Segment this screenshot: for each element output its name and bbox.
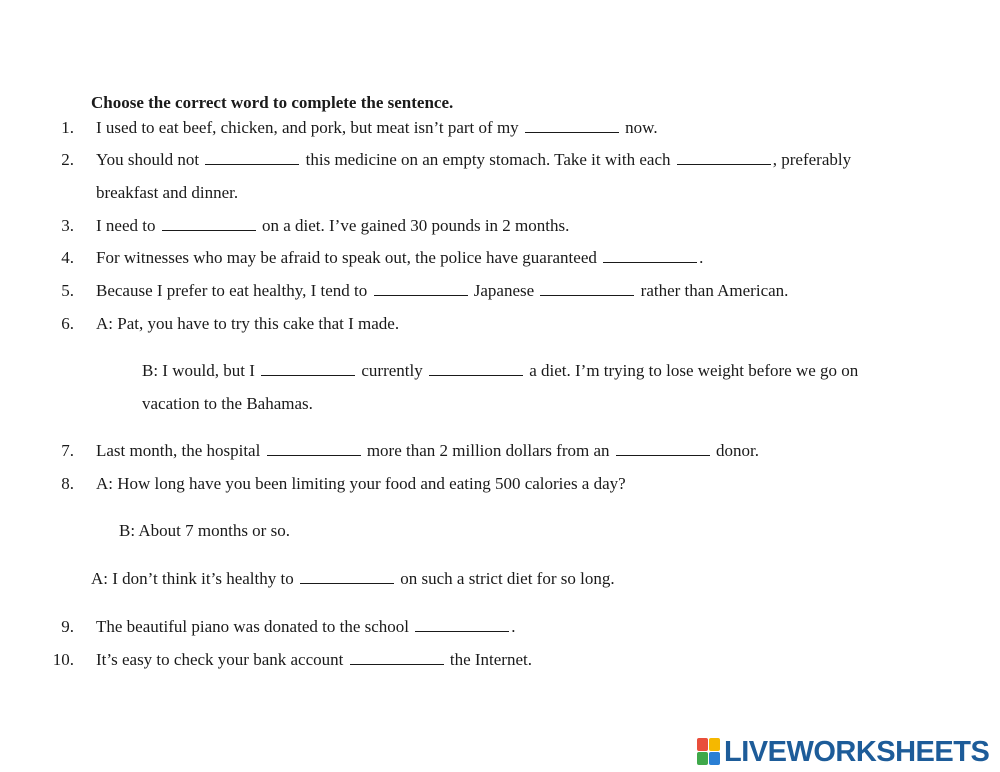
question-text: breakfast and dinner. <box>96 183 239 202</box>
question-7 <box>96 441 759 461</box>
question-text: Last month, the hospital <box>96 441 261 460</box>
question-text: now. <box>625 118 658 137</box>
answer-blank[interactable] <box>374 281 468 296</box>
question-number: 10. <box>52 650 74 669</box>
question-4 <box>96 248 703 268</box>
question-text: I need to <box>96 216 156 235</box>
answer-blank[interactable] <box>603 248 697 263</box>
question-number: 7. <box>61 441 74 460</box>
question-text: this medicine on an empty stomach. Take it with each <box>305 150 671 169</box>
question-text: B: I would, but I <box>142 361 255 380</box>
question-9 <box>96 617 516 637</box>
answer-blank[interactable] <box>429 361 523 376</box>
answer-blank[interactable] <box>350 650 444 665</box>
question-number: 5. <box>61 281 74 300</box>
answer-blank[interactable] <box>162 216 256 231</box>
question-8-followup <box>91 569 615 589</box>
question-text: Because I prefer to eat healthy, I tend to <box>96 281 368 300</box>
question-text: You should not <box>96 150 200 169</box>
answer-blank[interactable] <box>677 150 771 165</box>
question-number: 8. <box>61 474 74 493</box>
question-text: I used to eat beef, chicken, and pork, but meat isn’t part of my <box>96 118 519 137</box>
question-text: . <box>511 617 516 636</box>
question-text: , preferably <box>772 150 852 169</box>
question-number: 6. <box>61 314 74 333</box>
question-number: 1. <box>61 118 74 137</box>
answer-blank[interactable] <box>525 118 619 133</box>
question-2 <box>96 150 851 170</box>
question-text: A: How long have you been limiting your food and eating 500 calories a day? <box>96 474 626 493</box>
answer-blank[interactable] <box>267 441 361 456</box>
question-number: 2. <box>61 150 74 169</box>
question-text: rather than American. <box>640 281 789 300</box>
answer-blank[interactable] <box>616 441 710 456</box>
question-text: on a diet. I’ve gained 30 pounds in 2 months. <box>261 216 570 235</box>
question-text: the Internet. <box>449 650 532 669</box>
question-3 <box>96 216 569 236</box>
question-1 <box>96 118 658 138</box>
answer-blank[interactable] <box>261 361 355 376</box>
instructions: Choose the correct word to complete the sentence. <box>91 93 454 112</box>
question-text: B: About 7 months or so. <box>119 521 290 540</box>
question-text: vacation to the Bahamas. <box>142 394 313 413</box>
question-text: A: Pat, you have to try this cake that I made. <box>96 314 400 333</box>
question-text: Japanese <box>473 281 535 300</box>
question-number: 3. <box>61 216 74 235</box>
question-text: It’s easy to check your bank account <box>96 650 344 669</box>
question-text: donor. <box>716 441 759 460</box>
answer-blank[interactable] <box>540 281 634 296</box>
brand-name: LIVEWORKSHEETS <box>724 735 990 768</box>
logo-blocks-icon <box>697 738 721 766</box>
question-text: A: I don’t think it’s healthy to <box>91 569 294 588</box>
question-text: more than 2 million dollars from an <box>366 441 610 460</box>
question-10 <box>96 650 532 670</box>
question-text: currently <box>361 361 423 380</box>
question-6-reply <box>142 361 858 381</box>
question-text: a diet. I’m trying to lose weight before we go on <box>529 361 859 380</box>
question-text: . <box>699 248 704 267</box>
question-text: The beautiful piano was donated to the school <box>96 617 409 636</box>
liveworksheets-logo <box>697 736 989 768</box>
answer-blank[interactable] <box>415 617 509 632</box>
question-number: 9. <box>61 617 74 636</box>
answer-blank[interactable] <box>205 150 299 165</box>
question-5 <box>96 281 788 301</box>
question-number: 4. <box>61 248 74 267</box>
answer-blank[interactable] <box>300 569 394 584</box>
question-text: on such a strict diet for so long. <box>400 569 615 588</box>
question-text: For witnesses who may be afraid to speak out, the police have guaranteed <box>96 248 597 267</box>
